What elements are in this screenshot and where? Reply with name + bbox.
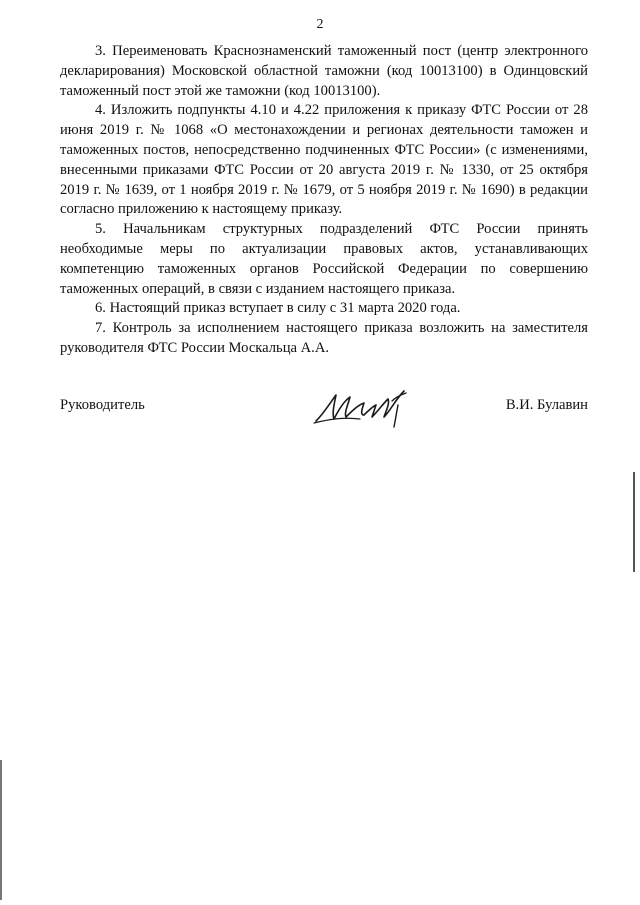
handwritten-signature (310, 383, 420, 431)
page-number: 2 (316, 17, 324, 32)
scan-edge-mark-right (633, 472, 635, 572)
paragraph-item-6: 6. Настоящий приказ вступает в силу с 31 марта 2020 года. (95, 300, 461, 317)
paragraph-item-5: 5. Начальникам структурных подразделений ФТС России принять необходимые меры по актуализации правовых актов, устанавливающих компетенцию таможенных органов Российской Федерации по совершению таможенных операций, в связи с изданием настоящего приказа. (60, 221, 588, 297)
signer-name: В.И. Булавин (505, 397, 588, 413)
signer-title: Руководитель (60, 397, 145, 413)
paragraph-item-4: 4. Изложить подпункты 4.10 и 4.22 приложения к приказу ФТС России от 28 июня 2019 г. № 1068 «О местонахождении и регионах деятельности таможен и таможенных постов, непосредственно подчиненных ФТС России» (с изменениями, внесенными приказами ФТС России от 20 августа 2019 г. № 1330, от 25 октября 2019 г. № 1639, от 1 ноября 2019 г. № 1679, от 5 ноября 2019 г. № 1690) в редакции согласно приложению к настоящему приказу. (60, 102, 588, 218)
document-body (60, 42, 588, 359)
scan-edge-mark-left (0, 760, 2, 900)
signature-block (60, 383, 588, 433)
paragraph-item-3: 3. Переименовать Краснознаменский таможенный пост (центр электронного декларирования) Московской областной таможни (код 10013100) в Одинцовский таможенный пост этой же таможни (код 10013100). (60, 43, 588, 99)
paragraph-item-7: 7. Контроль за исполнением настоящего приказа возложить на заместителя руководителя ФТС России Москальца А.А. (60, 320, 588, 356)
